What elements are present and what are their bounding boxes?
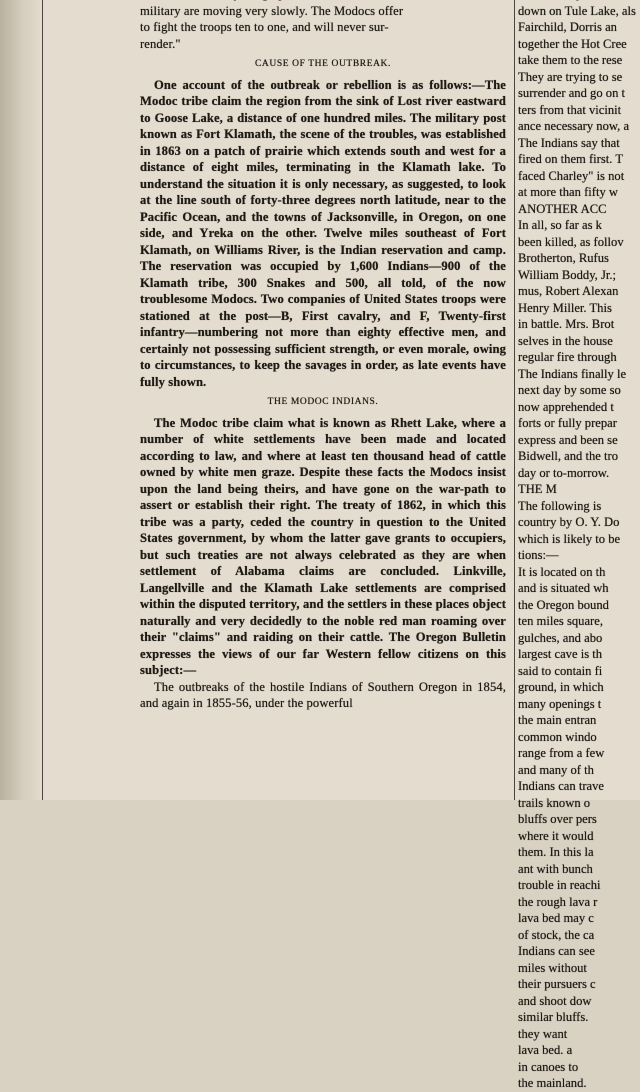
right-column-line: and shoot dow bbox=[518, 993, 592, 1008]
right-column-line: William Boddy, Jr.; bbox=[518, 267, 617, 282]
section-heading-cause: CAUSE OF THE OUTBREAK. bbox=[254, 59, 391, 69]
right-column-line: forts or fully prepar bbox=[518, 416, 617, 430]
right-column-line: said to contain fi bbox=[518, 663, 603, 678]
right-column-line: ten miles square, bbox=[518, 614, 603, 628]
right-column-line: gulches, and abo bbox=[518, 630, 603, 645]
right-column-line: been killed, as follov bbox=[518, 234, 624, 249]
right-column-line: ance necessary now, a bbox=[518, 119, 630, 133]
right-column-line: ant with bunch bbox=[518, 861, 593, 876]
right-column-line: Indians can see bbox=[518, 944, 595, 958]
right-column-line: the main entran bbox=[518, 713, 597, 727]
main-article-column bbox=[140, 0, 506, 712]
column-rule-right bbox=[514, 0, 515, 800]
right-column-line: trails known o bbox=[518, 795, 591, 810]
right-column-line: they want bbox=[518, 1026, 568, 1041]
column-rule-left bbox=[42, 0, 43, 800]
right-column-line: at more than fifty w bbox=[518, 185, 619, 199]
right-column-line: and is situated wh bbox=[518, 581, 609, 595]
right-column-line: miles without bbox=[518, 960, 587, 975]
continued-line-2: military are moving very slowly. The Modocs offer bbox=[140, 3, 404, 18]
right-column-line: Fairchild, Dorris an bbox=[518, 20, 617, 34]
right-column-line: day or to-morrow. bbox=[518, 465, 610, 480]
right-column-line: similar bluffs. bbox=[518, 1010, 589, 1024]
right-column-line: where it would bbox=[518, 828, 594, 843]
right-column-line: It is located on th bbox=[518, 564, 606, 579]
page-fold-shadow bbox=[0, 0, 40, 800]
right-column-line: regular fire through bbox=[518, 350, 617, 364]
right-column-line: largest cave is th bbox=[518, 647, 603, 661]
right-column-line: ground, in which bbox=[518, 680, 604, 694]
right-column-line: lava bed. a bbox=[518, 1043, 573, 1057]
right-column-line: bluffs over pers bbox=[518, 812, 597, 826]
right-column-line: Bidwell, and the tro bbox=[518, 449, 619, 463]
right-column-line: They are trying to se bbox=[518, 69, 623, 84]
right-column-line: The following is bbox=[518, 498, 602, 513]
right-column-line: them. In this la bbox=[518, 845, 594, 859]
right-column-line: range from a few bbox=[518, 746, 605, 760]
right-column-line: which is likely to be bbox=[518, 531, 621, 546]
right-column-line: and many of th bbox=[518, 762, 594, 777]
right-column-line: The Indians say that bbox=[518, 135, 620, 150]
right-column-line: tions:— bbox=[518, 548, 559, 562]
right-column-line: the mainland. bbox=[518, 1076, 587, 1090]
right-column-line: Henry Miller. This bbox=[518, 300, 612, 315]
right-column-line: their pursuers c bbox=[518, 977, 596, 991]
right-column-line: the Oregon bound bbox=[518, 597, 609, 612]
right-column-line: surrender and go on t bbox=[518, 86, 626, 100]
right-column-line: The Indians finally le bbox=[518, 366, 627, 381]
right-column-line: ANOTHER ACC bbox=[518, 201, 607, 216]
section-heading-modoc: THE MODOC INDIANS. bbox=[267, 397, 379, 407]
right-column-line: selves in the house bbox=[518, 333, 613, 348]
paragraph-quote-start: The outbreaks of the hostile Indians of Southern Oregon in 1854, and again in 1855-56, under the powerful bbox=[140, 679, 506, 710]
continued-line-3: to fight the troops ten to one, and will never sur- bbox=[140, 20, 389, 34]
right-column-line: ters from that vicinit bbox=[518, 102, 622, 117]
right-column-line: in canoes to bbox=[518, 1059, 579, 1074]
right-column-line: common windo bbox=[518, 729, 597, 744]
continued-line-4: render." bbox=[140, 36, 181, 51]
right-column-line: mus, Robert Alexan bbox=[518, 284, 619, 298]
right-column-line: express and been se bbox=[518, 432, 618, 447]
right-column-line: THE M bbox=[518, 482, 557, 496]
right-column-line: lava bed may c bbox=[518, 911, 594, 925]
right-column-line: trouble in reachi bbox=[518, 878, 601, 892]
right-column-line: faced Charley" is not bbox=[518, 168, 625, 183]
right-column-line: country by O. Y. Do bbox=[518, 515, 620, 529]
right-column-line: Indians can trave bbox=[518, 779, 605, 793]
paragraph-cause-of-outbreak: One account of the outbreak or rebellion is as follows:—The Modoc tribe claim the region from the sink of Lost river eastward to Goose Lake, a distance of one hundred miles. The military post known as Fort Klamath, the scene of the troubles, was established in 1863 on a patch of prairie which extends south and west for a distance of eight miles, terminating in the Klamath lake. To understand the situation it is only necessary, as suggested, to look at the line south of forty-three degrees north latitude, near to the Pacific Ocean, and the towns of Jacksonville, in Oregon, on one side, and Yreka on the other. Twelve miles southeast of Fort Klamath, on Williams River, is the Indian reservation and camp. The reservation was occupied by 1,600 Indians—900 of the Klamath tribe, 300 Snakes and 500, all told, of the now troublesome Modocs. Two companies of United States troops were stationed at the post—B, First cavalry, and F, Twenty-first infantry—numbering not more than eighty effective men, and certainly not possessing sufficient strength, or even morale, owing to circumstances, to keep the savages in order, as late events have fully shown. bbox=[140, 77, 506, 389]
right-column-line: Brotherton, Rufus bbox=[518, 251, 609, 265]
right-column-line: many openings t bbox=[518, 696, 602, 711]
right-column-line: together the Hot Cree bbox=[518, 36, 627, 51]
right-column-line: In all, so far as k bbox=[518, 218, 602, 232]
right-column-line: next day by some so bbox=[518, 383, 621, 397]
right-column-line: the rough lava r bbox=[518, 894, 598, 909]
right-article-column bbox=[518, 0, 640, 1092]
right-column-line: fired on them first. T bbox=[518, 152, 624, 166]
right-column-line: of stock, the ca bbox=[518, 927, 595, 942]
right-column-line: now apprehended t bbox=[518, 399, 614, 414]
paragraph-modoc-indians: The Modoc tribe claim what is known as Rhett Lake, where a number of white settlements have been made and located according to law, and where at least ten thousand head of cattle owned by white men graze. Despite these facts the Modocs insist upon the land being theirs, and have gone on the war-path to assert or establish their right. The treaty of 1862, in which this tribe was a party, ceded the country in question to the United States government, by whom the latter gave grants to occupiers, but such treaties are not always celebrated as they are when settlement of Alabama claims are concluded. Linkville, Langellville and the Klamath Lake settlements are comprised within the disputed territory, and the settlers in these places object naturally and very decidedly to the noble red man roaming over their "claims" and raiding on their cattle. The Oregon Bulletin expresses the views of our far Western fellow citizens on this subject:— bbox=[140, 415, 506, 677]
right-column-line: down on Tule Lake, als bbox=[518, 3, 636, 18]
right-column-line: take them to the rese bbox=[518, 53, 623, 67]
right-column-line: in battle. Mrs. Brot bbox=[518, 317, 615, 331]
